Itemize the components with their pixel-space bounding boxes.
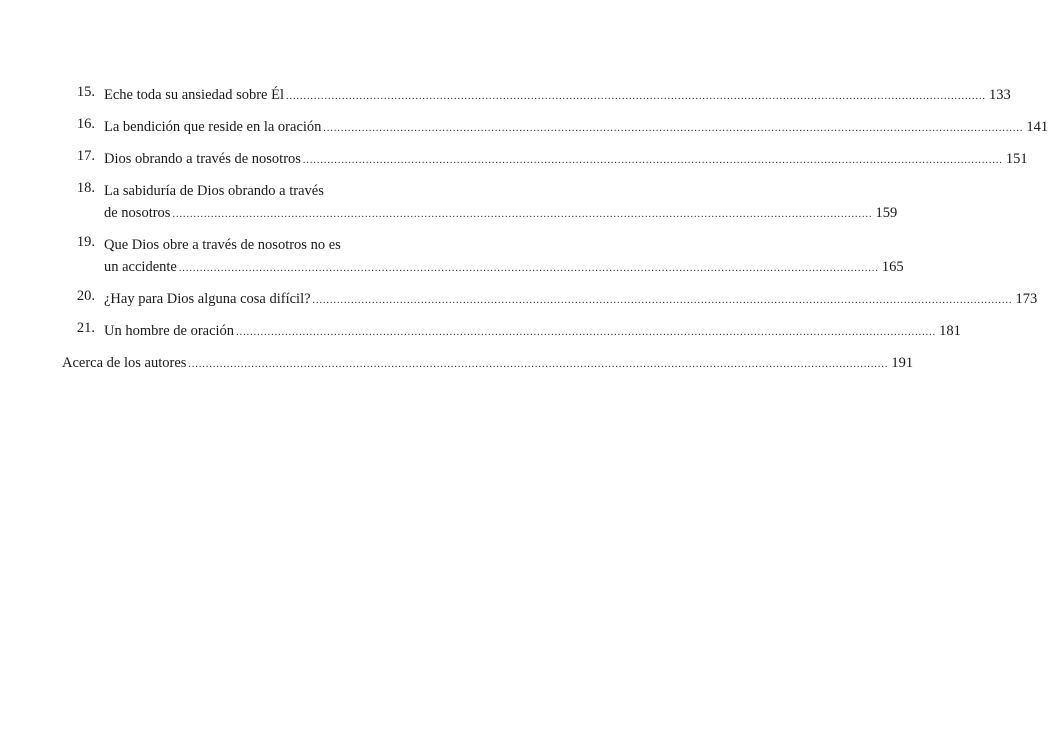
toc-entry-19[interactable] [62,234,904,278]
chapter-title: de nosotros [104,205,171,221]
dot-leader: ........................................................................................................................................................................................................ [302,155,1003,166]
dot-leader: ........................................................................................................................................................................................................ [236,327,937,338]
table-of-contents [62,84,1048,384]
page-number: 181 [939,323,961,339]
toc-entry-15[interactable] [62,84,1011,106]
page-number: 141 [1026,119,1048,135]
toc-entry-16[interactable] [62,116,1048,138]
page-number: 159 [875,205,898,221]
page-number: 165 [881,259,904,275]
chapter-title: Eche toda su ansiedad sobre Él [104,87,284,103]
chapter-title: un accidente [104,259,177,275]
toc-entry-21[interactable] [62,320,961,342]
dot-leader: ........................................................................................................................................................................................................ [312,295,1013,306]
chapter-title: Dios obrando a través de nosotros [104,151,301,167]
dot-leader: ........................................................................................................................................................................................................ [323,123,1024,134]
chapter-title-line: Que Dios obre a través de nosotros no es [104,237,341,253]
chapter-number: 19. [76,234,95,250]
chapter-number: 21. [76,320,95,336]
toc-entry-17[interactable] [62,148,1028,170]
chapter-number: 20. [76,288,95,304]
chapter-title-line: La sabiduría de Dios obrando a través [104,183,324,199]
chapter-title: ¿Hay para Dios alguna cosa difícil? [104,291,311,307]
chapter-title: Un hombre de oración [104,323,235,339]
chapter-number: 15. [76,84,95,100]
chapter-number: 18. [76,180,95,196]
page-number: 151 [1005,151,1028,167]
toc-entry-about-authors[interactable] [62,352,914,374]
page-number: 191 [891,355,914,371]
chapter-number: 16. [76,116,95,132]
dot-leader: ........................................................................................................................................................................................................ [178,263,879,274]
chapter-title: La bendición que reside en la oración [104,119,322,135]
section-title: Acerca de los autores [62,355,187,371]
toc-entry-20[interactable] [62,288,1038,310]
dot-leader: ........................................................................................................................................................................................................ [188,359,889,370]
chapter-number: 17. [76,148,95,164]
page-number: 173 [1015,291,1038,307]
dot-leader: ........................................................................................................................................................................................................ [172,209,873,220]
dot-leader: ........................................................................................................................................................................................................ [285,91,986,102]
page-number: 133 [988,87,1011,103]
toc-entry-18[interactable] [62,180,898,224]
